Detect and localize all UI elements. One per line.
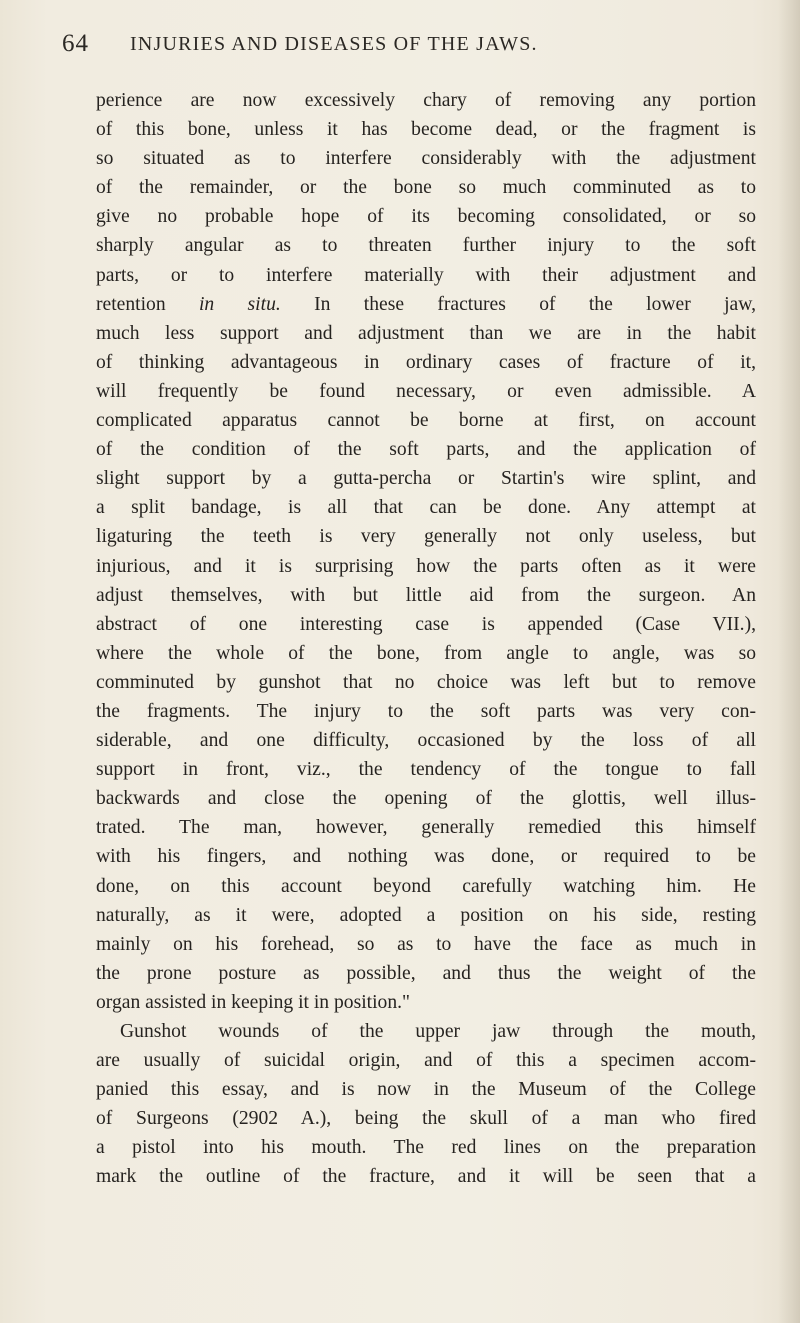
text-line: a pistol into his mouth. The red lines on the preparation <box>96 1137 756 1159</box>
body-text <box>96 86 756 1192</box>
text-line: the prone posture as possible, and thus the weight of the <box>96 962 756 984</box>
text-line: much less support and adjustment than we are in the habit <box>96 322 756 344</box>
text-line: done, on this account beyond carefully watching him. He <box>96 875 756 897</box>
text-line: a split bandage, is all that can be done. Any attempt at <box>96 497 756 519</box>
text-line: trated. The man, however, generally remedied this himself <box>96 817 756 839</box>
text-line: complicated apparatus cannot be borne at first, on account <box>96 410 756 432</box>
text-line: give no probable hope of its becoming consolidated, or so <box>96 206 756 228</box>
running-head-title: INJURIES AND DISEASES OF THE JAWS. <box>130 33 538 55</box>
text-line: will frequently be found necessary, or even admissible. A <box>96 380 756 402</box>
text-line: the fragments. The injury to the soft parts was very con- <box>96 700 756 722</box>
text-line: where the whole of the bone, from angle to angle, was so <box>96 642 756 664</box>
text-line: ligaturing the teeth is very generally not only useless, but <box>96 526 756 548</box>
text-line: naturally, as it were, adopted a position on his side, resting <box>96 904 756 926</box>
text-line: so situated as to interfere considerably with the adjustment <box>96 148 756 170</box>
text-segment: retention <box>96 293 166 315</box>
text-line: sharply angular as to threaten further injury to the soft <box>96 235 756 257</box>
text-line: organ assisted in keeping it in position." <box>96 991 411 1013</box>
text-line: comminuted by gunshot that no choice was left but to remove <box>96 671 756 693</box>
text-line: of this bone, unless it has become dead, or the fragment is <box>96 119 756 141</box>
page-number: 64 <box>62 30 89 57</box>
text-line: of Surgeons (2902 A.), being the skull of a man who fired <box>96 1108 756 1130</box>
text-line: of the condition of the soft parts, and the application of <box>96 439 756 461</box>
text-line: panied this essay, and is now in the Museum of the College <box>96 1079 756 1101</box>
text-line: are usually of suicidal origin, and of this a specimen accom- <box>96 1050 756 1072</box>
running-head <box>62 30 762 70</box>
text-line-with-italic <box>96 290 756 319</box>
text-line: mainly on his forehead, so as to have the face as much in <box>96 933 756 955</box>
italic-phrase: in situ. <box>198 293 281 315</box>
paragraph-start-line: Gunshot wounds of the upper jaw through the mouth, <box>120 1021 756 1042</box>
text-line: parts, or to interfere materially with their adjustment and <box>96 264 756 286</box>
text-line: mark the outline of the fracture, and it will be seen that a <box>96 1166 756 1188</box>
text-line: slight support by a gutta-percha or Startin's wire splint, and <box>96 468 756 490</box>
page-edge-shadow <box>778 0 800 1323</box>
text-line: of thinking advantageous in ordinary cases of fracture of it, <box>96 351 756 373</box>
text-segment: In these fractures of the lower jaw, <box>314 293 756 315</box>
text-line: abstract of one interesting case is appended (Case VII.), <box>96 613 756 635</box>
text-line: perience are now excessively chary of removing any portion <box>96 90 756 111</box>
text-line: with his fingers, and nothing was done, or required to be <box>96 846 756 868</box>
text-line: siderable, and one difficulty, occasioned by the loss of all <box>96 730 756 752</box>
text-line: support in front, viz., the tendency of the tongue to fall <box>96 759 756 781</box>
text-line: of the remainder, or the bone so much comminuted as to <box>96 177 756 199</box>
text-line: adjust themselves, with but little aid from the surgeon. An <box>96 584 756 606</box>
text-line: backwards and close the opening of the glottis, well illus- <box>96 788 756 810</box>
text-line: injurious, and it is surprising how the parts often as it were <box>96 555 756 577</box>
